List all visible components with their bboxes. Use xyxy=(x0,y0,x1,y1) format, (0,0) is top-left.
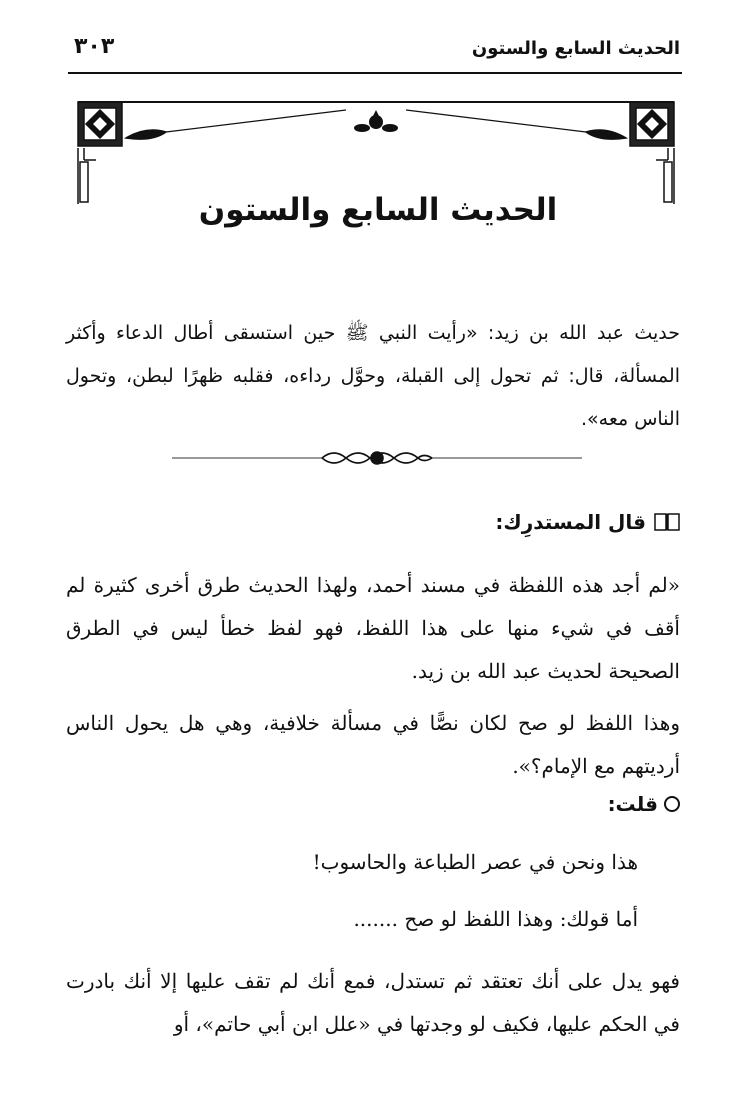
mustadrak-paragraph-1: «لم أجد هذه اللفظة في مسند أحمد، ولهذا الحديث طرق أخرى كثيرة لم أقف في شيء منها على هذا اللفظ، فهو لفظ خطأ ليس في الطرق الصحيحة لحديث عبد الله بن زيد. xyxy=(66,573,680,683)
qult-paragraph: فهو يدل على أنك تعتقد ثم تستدل، فمع أنك لم تقف عليها إلا أنك بادرت في الحكم عليها، فكيف لو وجدتها في «علل ابن أبي حاتم»، أو xyxy=(66,969,680,1036)
chapter-title: الحديث السابع والستون xyxy=(198,192,558,228)
qult-line-2: أما قولك: وهذا اللفظ لو صح ....... xyxy=(353,907,638,931)
running-title: الحديث السابع والستون xyxy=(471,38,680,59)
mustadrak-paragraph-2: وهذا اللفظ لو صح لكان نصًّا في مسألة خلافية، وهي هل يحول الناس أرديتهم مع الإمام؟». xyxy=(66,711,680,778)
qult-heading xyxy=(608,792,680,816)
mustadrak-label: قال المستدرِك: xyxy=(495,510,646,534)
qult-label: قلت: xyxy=(607,792,658,816)
center-ornament xyxy=(354,110,398,132)
ornamental-divider xyxy=(172,444,582,472)
header-rule xyxy=(68,72,682,74)
page-number: ٣٠٣ xyxy=(74,34,115,59)
right-corner-ornament xyxy=(586,102,674,204)
left-corner-ornament xyxy=(78,102,166,204)
circle-bullet-icon xyxy=(664,796,680,812)
mustadrak-heading xyxy=(495,510,680,534)
qult-line-1: هذا ونحن في عصر الطباعة والحاسوب! xyxy=(312,850,638,874)
hadith-text: حديث عبد الله بن زيد: «رأيت النبي ﷺ حين استسقى أطال الدعاء وأكثر المسألة، قال: ثم تحول إلى القبلة، وحوَّل رداءه، فقلبه ظهرًا لبطن، وتحول الناس معه». xyxy=(66,322,680,430)
open-book-icon xyxy=(654,512,680,532)
